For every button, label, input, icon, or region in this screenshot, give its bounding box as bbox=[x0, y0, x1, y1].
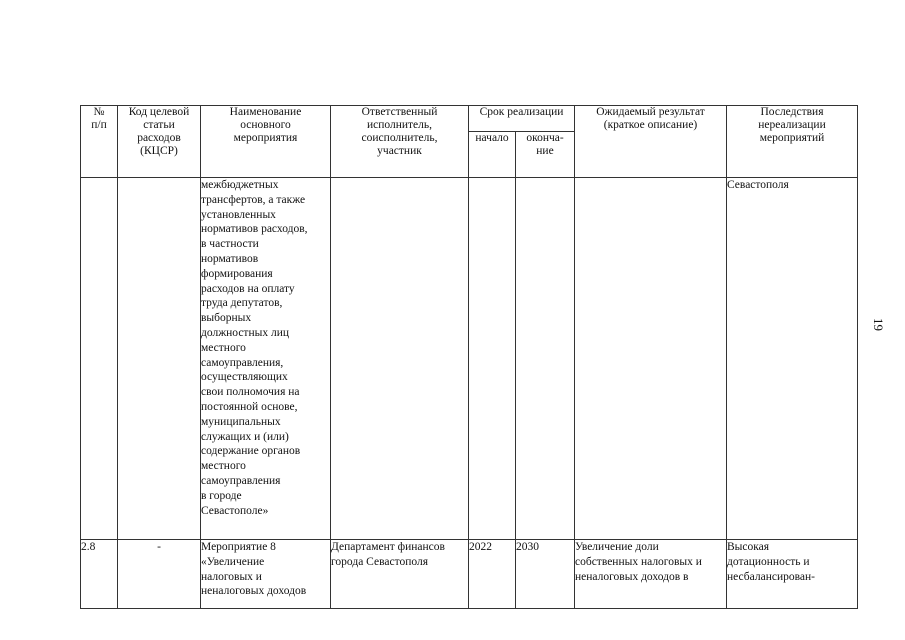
cell-result: Увеличение доли собственных налоговых и неналоговых доходов в bbox=[575, 540, 727, 609]
cell-consequences: Севастополя bbox=[727, 178, 858, 540]
cell-code bbox=[118, 178, 201, 540]
header-result: Ожидаемый результат (краткое описание) bbox=[575, 106, 727, 178]
header-num: № п/п bbox=[81, 106, 118, 178]
header-end: оконча- ние bbox=[516, 132, 575, 178]
header-consequences: Последствия нереализации мероприятий bbox=[727, 106, 858, 178]
cell-responsible: Департамент финансов города Севастополя bbox=[331, 540, 469, 609]
page-number: 19 bbox=[871, 318, 886, 331]
cell-end bbox=[516, 178, 575, 540]
cell-responsible bbox=[331, 178, 469, 540]
header-responsible: Ответственный исполнитель, соисполнитель, участник bbox=[331, 106, 469, 178]
table-row bbox=[81, 540, 858, 609]
cell-name: межбюджетных трансфертов, а также установленных нормативов расходов, в частности нормативов формирования расходов на оплату труда депутатов, выборных должностных лиц местного самоуправления, осуществляющих свои полномочия на постоянной основе, муниципальных служащих и (или) содержание органов местного самоуправления в городе Севастополе» bbox=[201, 178, 331, 540]
cell-result bbox=[575, 178, 727, 540]
cell-num bbox=[81, 178, 118, 540]
header-start: начало bbox=[469, 132, 516, 178]
header-term: Срок реализации bbox=[469, 106, 575, 132]
cell-consequences: Высокая дотационность и несбалансирован- bbox=[727, 540, 858, 609]
activities-table bbox=[80, 105, 858, 609]
cell-name: Мероприятие 8 «Увеличение налоговых и неналоговых доходов bbox=[201, 540, 331, 609]
cell-num: 2.8 bbox=[81, 540, 118, 609]
table-row bbox=[81, 178, 858, 540]
cell-start bbox=[469, 178, 516, 540]
cell-end: 2030 bbox=[516, 540, 575, 609]
header-name: Наименование основного мероприятия bbox=[201, 106, 331, 178]
cell-start: 2022 bbox=[469, 540, 516, 609]
header-code: Код целевой статьи расходов (КЦСР) bbox=[118, 106, 201, 178]
cell-code: - bbox=[118, 540, 201, 609]
